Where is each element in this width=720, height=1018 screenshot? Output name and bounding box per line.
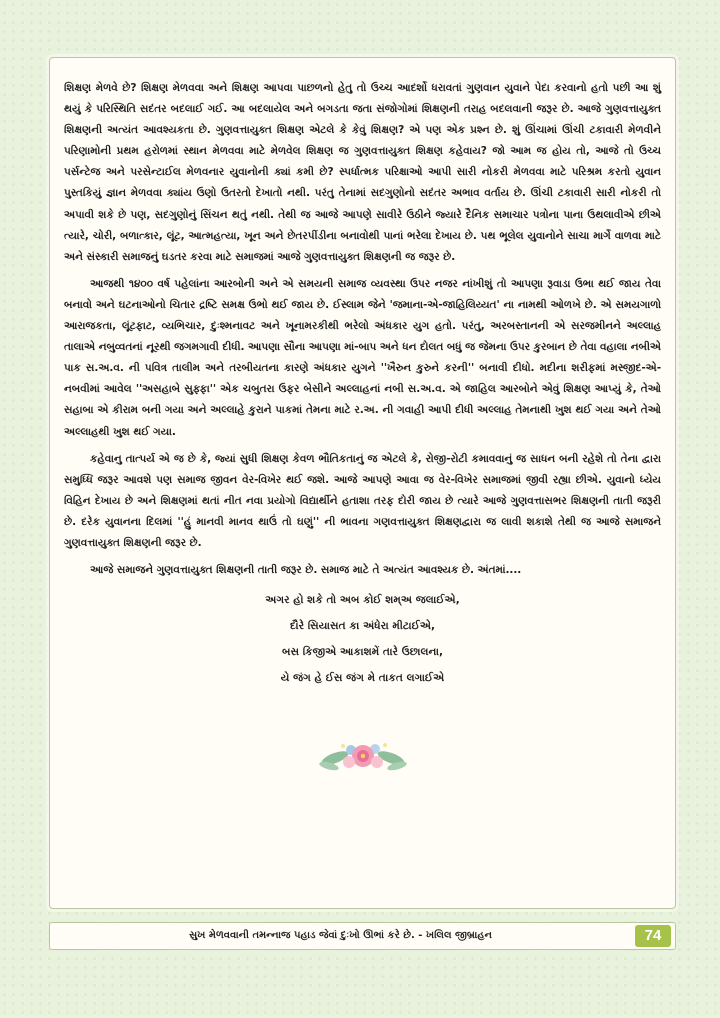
flower-bouquet-icon: [315, 732, 411, 778]
footer-bar: [49, 922, 676, 950]
paragraph-1: શિક્ષણ મેળવે છે? શિક્ષણ મેળવવા અને શિક્ષણ આપવા પાછળનો હેતુ તો ઉચ્ચ આદર્શો ધરાવતાં ગુણવાન યુવાને પેદા કરવાનો હતો પછી આ શું થયું કે પરિસ્થિતિ સદંતર બદલાઈ ગઈ. આ બદલાયેલ અને બગડતા જતા સંજોગોમાં શિક્ષણની તરાહ બદલવાની જરૂર છે. આજે ગુણવત્તાયુક્ત શિક્ષણની અત્યંત આવશ્યકતા છે. ગુણવત્તાયુક્ત શિક્ષણ એટલે કે કેવું શિક્ષણ? એ પણ એક પ્રશ્ન છે. શું ઊંચામાં ઊંચી ટકાવારી મેળવીને પરિણામોની પ્રથમ હરોળમાં સ્થાન મેળવવા માટે મેળવેલ શિક્ષણ જ ગુણવત્તાયુક્ત શિક્ષણ કહેવાય? જો આમ જ હોય તો, આજે તો ઉચ્ચ પર્સન્ટેજ અને પરસેન્ટાઈલ મેળવનાર યુવાનોની ક્યાં કમી છે? સ્પર્ધાત્મક પરિક્ષાઓ આપી સારી નોકરી મેળવવા માટે પરિશ્રમ કરતો યુવાન પુસ્તકિયું જ્ઞાન મેળવવા ક્યાંય ઉણો ઉતરતો દેખાતો નથી. પરંતુ તેનામાં સદગુણોનો સદંતર અભાવ વર્તાય છે. ઊંચી ટકાવારી સારી નોકરી તો અપાવી શકે છે પણ, સદગુણોનું સિંચન થતું નથી. તેથી જ આજે આપણે સાવીરે ઉઠીને જ્યારે દૈનિક સમાચાર પત્રોના પાના ઉથલાવીએ છીએ ત્યારે, ચોરી, બળાત્કાર, લૂંટ, આત્મહત્યા, ખૂન અને છેતરપીંડીના બનાવોથી પાનાં ભરેલા દેખાય છે. પથ ભૂલેલ યુવાનોને સાચા માર્ગે વાળવા માટે અને સંસ્કારી સમાજનું ઘડતર કરવા માટે સમાજમાં આજે ગુણવત્તાયુક્ત શિક્ષણની જ જરૂર છે.: [64, 82, 661, 263]
poem-line-4: યે જંગ હે ઈસ જંગ મે તાકત લગાઈએ: [280, 672, 445, 685]
poem: [64, 587, 661, 691]
footer-quote: સુખ મેળવવાની તમન્નાજ પહાડ જેવાં દુઃખો ઊભાં કરે છે. - ખલિલ જીબ્રાહન: [189, 930, 492, 941]
article-card: [49, 57, 676, 909]
poem-line-2: દૌરે સિયાસત કા અંધેરા મીટાઈએ,: [289, 620, 436, 633]
poem-line-3: બસ કિજીએ આકાશમેં તારે ઉછાલના,: [281, 646, 444, 659]
paragraph-3: કહેવાનુ તાત્પર્ય એ જ છે કે, જ્યાં સુધી શિક્ષણ કેવળ ભૌતિકતાનું જ એટલે કે, રોજી-રોટી કમાવવાનું જ સાધન બની રહેશે તો તેના દ્વારા સમુધ્ધિ જરૂર આવશે પણ સમાજ જીવન વેર-વિખેર થઈ જશે. આજે આપણે આવા જ વેર-વિખેર સમાજમાં જીવી રહ્યા છીએ. યુવાનો ધ્યેય વિહિન દેખાય છે અને શિક્ષણમાં થતાં નીત નવા પ્રયોગો વિદ્યાર્થીને હતાશા તરફ દોરી જાય છે ત્યારે આજે ગુણવત્તાસભર શિક્ષણની તાતી જરૂરી છે. દરેક યુવાનના દિલમાં ''હું માનવી માનવ થાઉં તો ઘણું'' ની ભાવના ગણવત્તાયુક્ત શિક્ષણદ્વારા જ લાવી શકાશે તેથી જ આજે સમાજને ગુણવત્તાયુક્ત શિક્ષણની જરૂર છે.: [64, 452, 661, 549]
paragraph-2: આજથી ૧૪૦૦ વર્ષ પહેલાંના આરબોની અને એ સમયની સમાજ વ્યવસ્થા ઉપર નજર નાંખીશું તો આપણા રૂવાડા ઉભા થઈ જાય તેવા બનાવો અને ઘટનાઓનો ચિતાર દ્રષ્ટિ સમક્ષ ઉભો થઈ જાય છે. ઈસ્લામ જેને 'જમાના-એ-જાહિલિય્યત' ના નામથી ઓળખે છે. એ સમયગાળો આરાજકતા, લૂંટફાટ, વ્યભિચાર, દુઃશ્મનાવટ અને ખૂનામરકીથી ભરેલો અંધકાર યુગ હતો. પરંતુ, અરબસ્તાનની એ સરજમીનને અલ્લાહ તાલાએ નબુવ્વતનાં નૂરથી જગમગાવી દીધી. આપણા સૌના આપણા માં-બાપ અને ધન દોલત બધું જ જેમના ઉપર કુરબાન છે તેવા વહાલા નબીએ પાક સ.અ.વ. ની પવિત્ર તાલીમ અને તરબીયતના કારણે અંધકાર યુગને ''ખૈરુન કુરુને કરની'' બનાવી દીધો. મદીના શરીફમાં મસ્જીદ-એ-નબવીમાં આવેલ ''અસહાબે સુફ્ફા'' એક ચબુતરા ઉફર બેસીને અલ્લાહનાં નબી સ.અ.વ. એ જાહિલ આરબોને એવું શિક્ષણ આપ્યું કે, તેઓ સહાબા એ કીરામ બની ગયા અને અલ્લાહે કુરાને પાકમાં તેમના માટે ર.અ. ની ગવાહી આપી દીધી અલ્લાહ તેમનાથી ખુશ થઈ ગયા અને તેઓ અલ્લાહથી ખુશ થઈ ગયા.: [64, 277, 661, 438]
paragraph-4: આજે સમાજને ગુણવત્તાયુક્ત શિક્ષણની તાતી જરૂર છે. સમાજ માટે તે અત્યંત આવશ્યક છે. અંતમાં....: [90, 564, 522, 577]
poem-line-1: અગર હો શકે તો અબ કોઈ શમ્અ જલાઈએ,: [265, 594, 460, 607]
page-number-badge: 74: [635, 925, 671, 947]
